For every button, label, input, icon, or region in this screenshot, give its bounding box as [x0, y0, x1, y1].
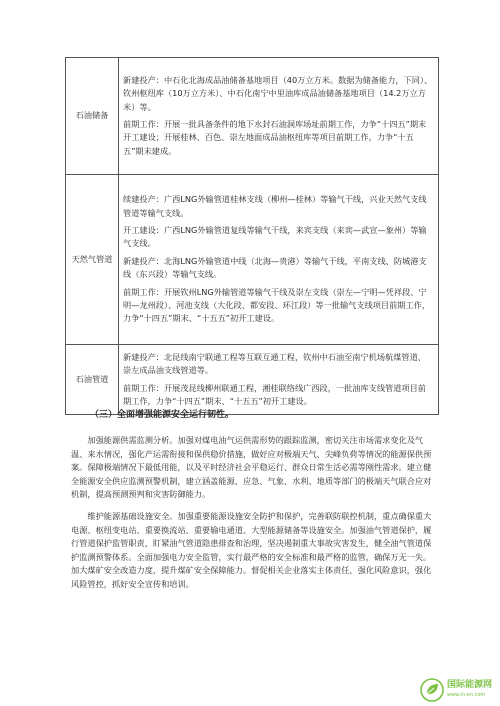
content-cell	[119, 345, 439, 415]
category-cell: 石油管道	[66, 345, 119, 415]
body-paragraph: 维护能源基础设施安全。加强重要能源设施安全防护和保护，完善联防联控机制，重点确保重大电源、枢纽变电站、重要换流站、重要输电通道、大型能源储备等设施安全。加强油气管道保护，履行管道保护监管职责，盯紧油气管道隐患排查和治理，坚决遏制重大事故灾害发生，健全油气管道保护监测预警体系。全面加强电力安全监管，实行最严格的安全标准和最严格的监管，确保万无一失。加大煤矿安全改造力度，提升煤矿安全保障能力。督促相关企业落实主体责任，强化风险意识，强化风险管控，抓好安全宣传和培训。	[71, 510, 432, 589]
paragraph: 前期工作：开展一批具备条件的地下水封石油洞库场址前期工作，力争“十四五”期末开工建设；开展桂林、百色、崇左地面成品油枢纽库等项目前期工作，力争“十五五”期末建成。	[123, 119, 427, 156]
paragraph: 新建投产：北海LNG外输管道中线（北海—贵港）等输气干线，平南支线、防城港支线（东兴段）等输气支线。	[123, 255, 427, 280]
leaf-logo-icon	[420, 678, 444, 702]
category-cell: 石油储备	[66, 58, 119, 175]
watermark-name: 国际能源网	[447, 680, 493, 690]
table-row-oil-pipeline	[66, 345, 439, 415]
content-cell	[119, 58, 439, 175]
category-cell: 天然气管道	[66, 175, 119, 345]
table-row-gas-pipeline	[66, 175, 439, 345]
table-row-oil-storage	[66, 58, 439, 175]
paragraph: 前期工作：开展茂昆线柳州联通工程，湘桂联络线广西段，一批油库支线管道项目前期工作，力争“十四五”期末、“十五五”初开工建设。	[123, 382, 426, 406]
watermark	[420, 677, 496, 703]
project-table	[65, 57, 439, 415]
body-paragraph: 加强能源供需监测分析。加强对煤电油气运供需形势的跟踪监测，密切关注市场需求变化及气温、来水情况，强化产运需衔接和保供稳价措施，做好应对极端天气、尖峰负荷等情况的能源保供预案。保障极端情况下最低用能，以及平时经济社会平稳运行、群众日常生活必需等刚性需求。建立健全能源安全供应监测预警机制，建立涵盖能源、应急、气象、水利、地质等部门的极端天气联合应对机制，提高预测预判和灾害防御能力。	[71, 435, 432, 500]
paragraph: 前期工作：开展钦州LNG外输管道等输气干线及崇左支线（崇左—宁明—凭祥段、宁明—龙州段）、河池支线（大化段、都安段、环江段）等一批输气支线项目前期工作，力争“十四五”期末、“十五五”初开工建设。	[123, 286, 431, 324]
paragraph: 开工建设：广西LNG外输管道复线等输气干线，来宾支线（来宾—武宣—象州）等输气支线。	[123, 224, 427, 249]
watermark-url: www.in-en.com	[447, 692, 486, 698]
content-cell	[119, 175, 439, 345]
paragraph: 新建投产：北昆线南宁联通工程等互联互通工程，钦州中石油至南宁机场航煤管道、崇左成品油支线管道等。	[123, 351, 426, 376]
section-heading: （三）全面增强能源安全运行韧性。	[90, 410, 235, 420]
section-body	[71, 434, 439, 600]
paragraph: 新建投产：中石化北海成品油储备基地项目（40万立方米。数据为储备能力，下同）、钦州枢纽库（10万立方米）、中石化南宁中里油库成品油储备基地项目（14.2万立方米）等。	[123, 74, 433, 112]
paragraph: 续建投产：广西LNG外输管道桂林支线（柳州—桂林）等输气干线，兴业天然气支线管道等输气支线。	[123, 194, 427, 218]
